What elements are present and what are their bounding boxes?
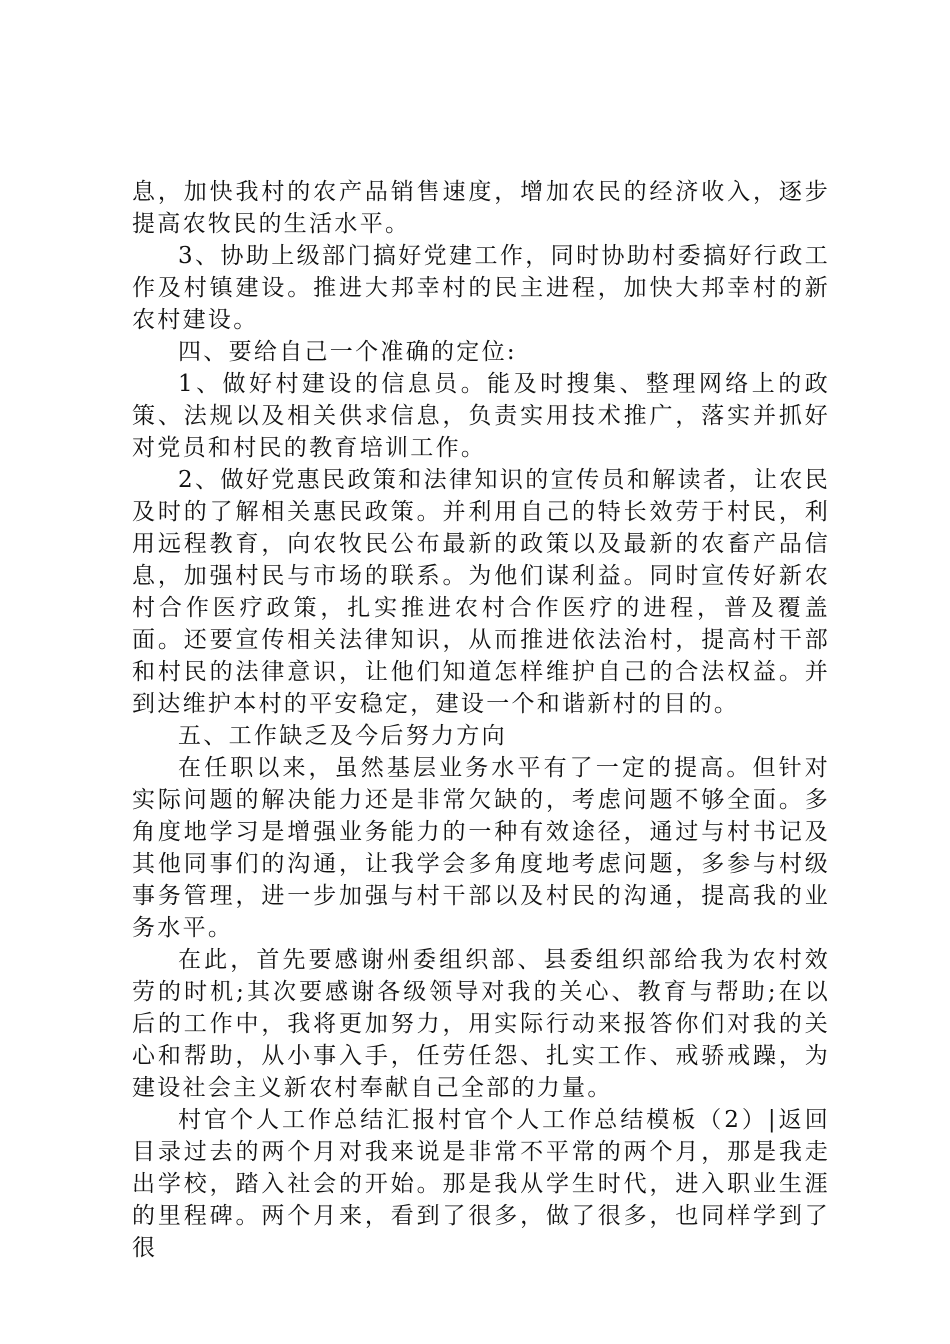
paragraph-item-1: 1、做好村建设的信息员。能及时搜集、整理网络上的政策、法规以及相关供求信息，负责实用技术推广，落实并抓好对党员和村民的教育培训工作。 xyxy=(132,371,830,461)
paragraph-continuation: 息，加快我村的农产品销售速度，增加农民的经济收入，逐步提高农牧民的生活水平。 xyxy=(132,179,830,237)
paragraph-shortcomings: 在任职以来，虽然基层业务水平有了一定的提高。但针对实际问题的解决能力还是非常欠缺的，考虑问题不够全面。多角度地学习是增强业务能力的一种有效途径，通过与村书记及其他同事们的沟通，让我学会多角度地考虑问题，多参与村级事务管理，进一步加强与村干部以及村民的沟通，提高我的业务水平。 xyxy=(132,755,830,941)
paragraph-item-3: 3、协助上级部门搞好党建工作，同时协助村委搞好行政工作及村镇建设。推进大邦幸村的民主进程，加快大邦幸村的新农村建设。 xyxy=(132,243,830,333)
paragraph-item-2: 2、做好党惠民政策和法律知识的宣传员和解读者，让农民及时的了解相关惠民政策。并利用自己的特长效劳于村民，利用远程教育，向农牧民公布最新的政策以及最新的农畜产品信息，加强村民与市场的联系。为他们谋利益。同时宣传好新农村合作医疗政策，扎实推进农村合作医疗的进程，普及覆盖面。还要宣传相关法律知识，从而推进依法治村，提高村干部和村民的法律意识，让他们知道怎样维护自己的合法权益。并到达维护本村的平安稳定，建设一个和谐新村的目的。 xyxy=(132,467,830,717)
paragraph-thanks: 在此，首先要感谢州委组织部、县委组织部给我为农村效劳的时机;其次要感谢各级领导对我的关心、教育与帮助;在以后的工作中，我将更加努力，用实际行动来报答你们对我的关心和帮助，从小事入手，任劳任怨、扎实工作、戒骄戒躁，为建设社会主义新农村奉献自己全部的力量。 xyxy=(132,947,830,1101)
section-heading-5: 五、工作缺乏及今后努力方向 xyxy=(178,723,507,749)
paragraph-template-2: 村官个人工作总结汇报村官个人工作总结模板（2）|返回目录过去的两个月对我来说是非常不平常的两个月，那是我走出学校，踏入社会的开始。那是我从学生时代，进入职业生涯的里程碑。两个月来，看到了很多，做了很多，也同样学到了很 xyxy=(132,1107,830,1261)
document-body xyxy=(132,176,830,1264)
section-heading-4: 四、要给自己一个准确的定位: xyxy=(178,339,517,365)
